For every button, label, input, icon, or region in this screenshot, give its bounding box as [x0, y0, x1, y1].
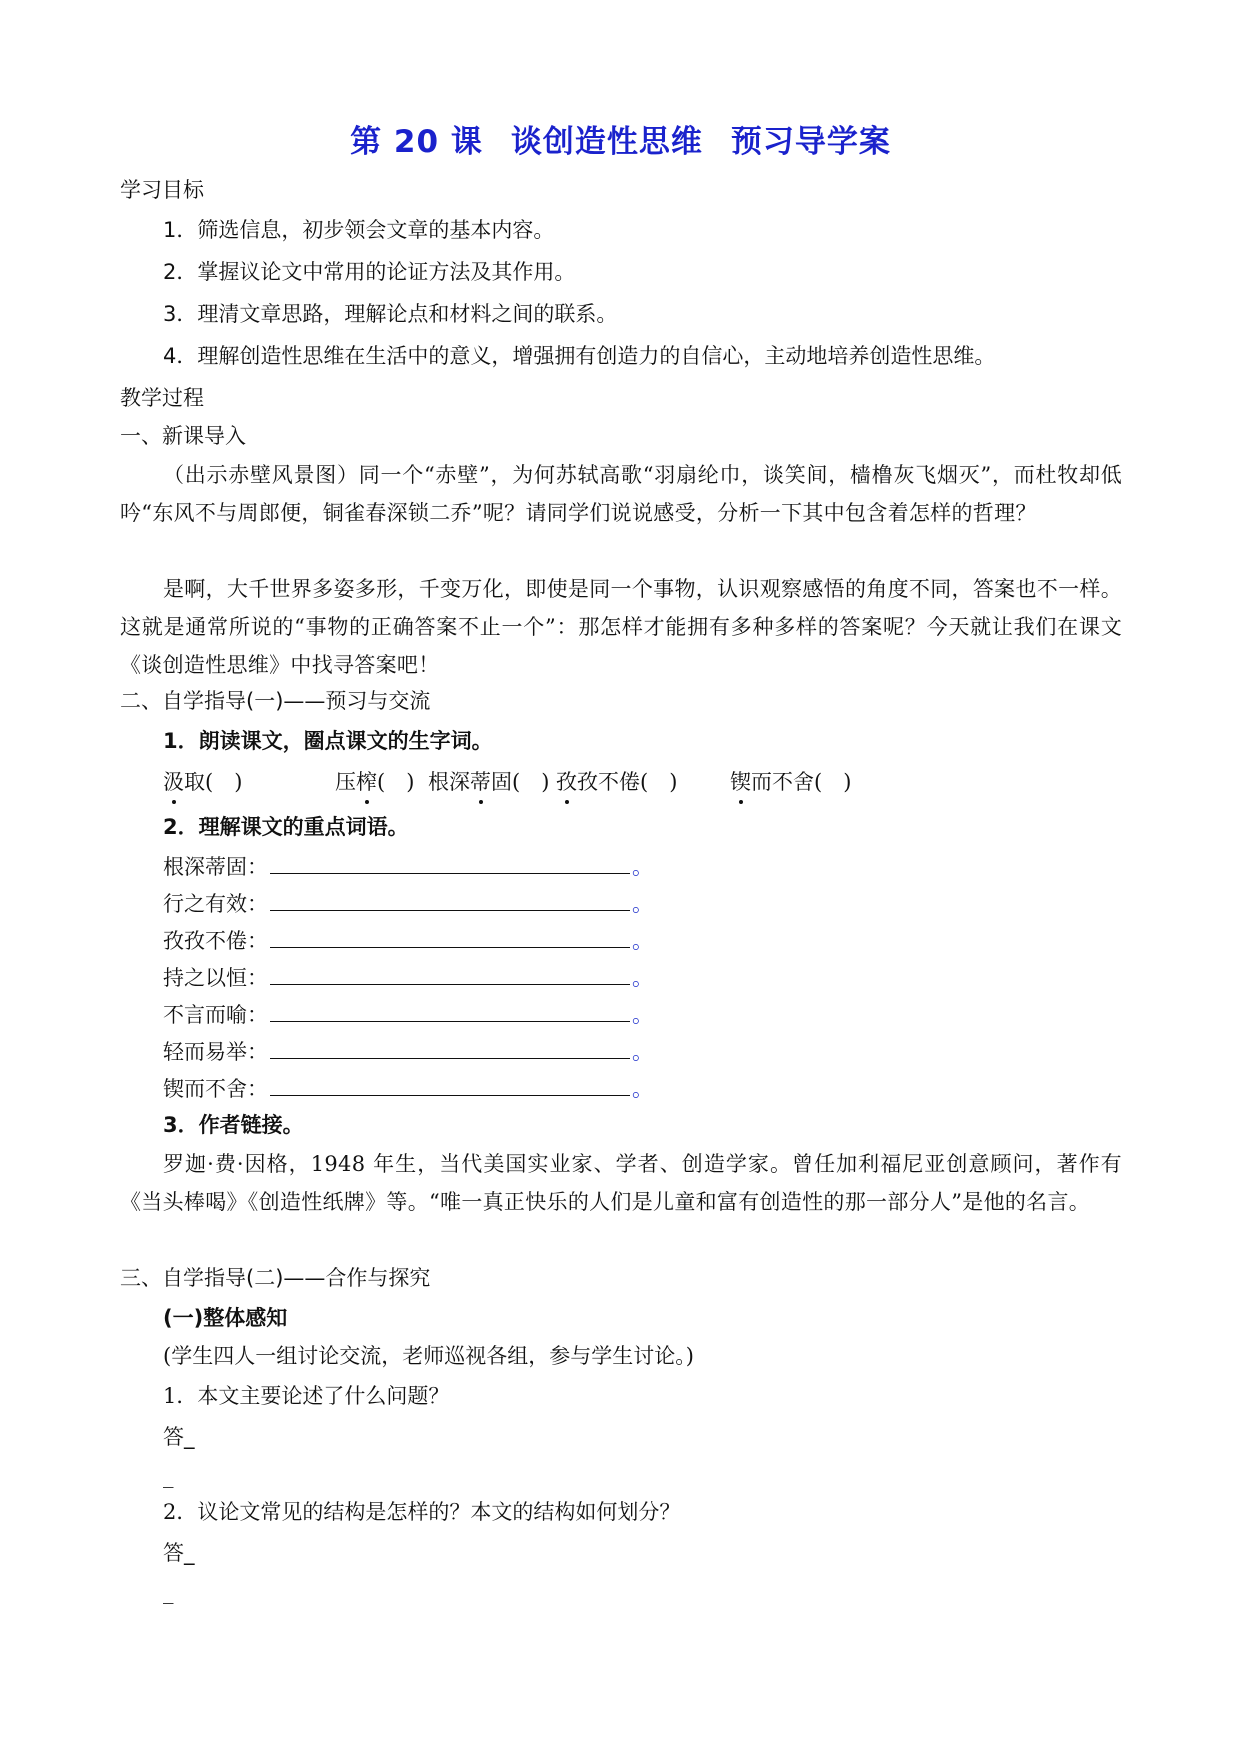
objective-item: 1．筛选信息，初步领会文章的基本内容。 — [163, 218, 555, 242]
question-2: 2．议论文常见的结构是怎样的？本文的结构如何划分？ — [163, 1500, 681, 1524]
intro-heading: 一、新课导入 — [120, 424, 246, 448]
section2-heading: 二、自学指导(一)——预习与交流 — [120, 689, 431, 713]
term-fill-line: 根深蒂固： 。 — [163, 855, 653, 879]
answer-label[interactable]: 答_ — [163, 1425, 195, 1449]
objectives-heading: 学习目标 — [120, 178, 204, 202]
term-fill-line: 轻而易举： 。 — [163, 1040, 653, 1064]
objective-item: 3．理清文章思路，理解论点和材料之间的联系。 — [163, 302, 618, 326]
vocab-item: 压榨( ) — [335, 767, 414, 797]
term-fill-line: 孜孜不倦： 。 — [163, 929, 653, 953]
section3-heading: 三、自学指导(二)——合作与探究 — [120, 1266, 431, 1290]
task2-label: 2．理解课文的重点词语。 — [163, 815, 409, 839]
term-fill-line: 行之有效： 。 — [163, 892, 653, 916]
answer-blank[interactable] — [270, 1001, 630, 1022]
term-fill-line: 锲而不舍： 。 — [163, 1077, 653, 1101]
intro-paragraph-1: （出示赤壁风景图）同一个“赤壁”，为何苏轼高歌“羽扇纶巾，谈笑间，樯橹灰飞烟灭”，而杜牧却低吟“东风不与周郎便，铜雀春深锁二乔”呢？请同学们说说感受，分析一下其中包含着怎样的哲理？ — [120, 463, 1122, 525]
term-fill-line: 持之以恒： 。 — [163, 966, 653, 990]
author-paragraph: 罗迦·费·因格，1948 年生，当代美国实业家、学者、创造学家。曾任加利福尼亚创意顾问，著作有《当头棒喝》《创造性纸牌》等。“唯一真正快乐的人们是儿童和富有创造性的那一部分人”是他的名言。 — [120, 1152, 1122, 1214]
answer-blank[interactable] — [270, 1075, 630, 1096]
answer-label[interactable]: 答_ — [163, 1541, 195, 1565]
title-lesson-number: 第 20 课 — [350, 124, 483, 160]
process-heading: 教学过程 — [120, 386, 204, 410]
answer-blank[interactable] — [270, 1038, 630, 1059]
objective-item: 2．掌握议论文中常用的论证方法及其作用。 — [163, 260, 576, 284]
answer-blank[interactable] — [270, 964, 630, 985]
answer-blank[interactable] — [270, 890, 630, 911]
task1-label: 1．朗读课文，圈点课文的生字词。 — [163, 729, 493, 753]
objective-item: 4．理解创造性思维在生活中的意义，增强拥有创造力的自信心，主动地培养创造性思维。 — [163, 344, 996, 368]
title-lesson-name: 谈创造性思维 — [510, 124, 703, 160]
question-1: 1．本文主要论述了什么问题？ — [163, 1384, 450, 1408]
vocab-item: 汲取( ) — [163, 767, 242, 797]
intro-paragraph-2: 是啊，大千世界多姿多形，千变万化，即使是同一个事物，认识观察感悟的角度不同，答案也不一样。这就是通常所说的“事物的正确答案不止一个”：那怎样才能拥有多种多样的答案呢？今天就让我们在课文《谈创造性思维》中找寻答案吧！ — [120, 577, 1122, 677]
vocab-list — [163, 767, 1113, 799]
term-fill-line: 不言而喻： 。 — [163, 1003, 653, 1027]
task3-label: 3．作者链接。 — [163, 1113, 304, 1137]
vocab-item: 根深蒂固( ) — [428, 767, 549, 797]
page-title — [0, 116, 1241, 161]
title-doc-type: 预习导学案 — [730, 124, 891, 160]
answer-blank-line[interactable]: _ — [163, 1464, 174, 1488]
subsection-heading: (一)整体感知 — [163, 1306, 288, 1330]
answer-blank[interactable] — [270, 927, 630, 948]
answer-blank[interactable] — [270, 853, 630, 874]
answer-blank-line[interactable]: _ — [163, 1580, 174, 1604]
discussion-note: (学生四人一组讨论交流，老师巡视各组，参与学生讨论。) — [163, 1344, 694, 1368]
vocab-item: 孜孜不倦( ) — [556, 767, 677, 797]
vocab-item: 锲而不舍( ) — [730, 767, 851, 797]
